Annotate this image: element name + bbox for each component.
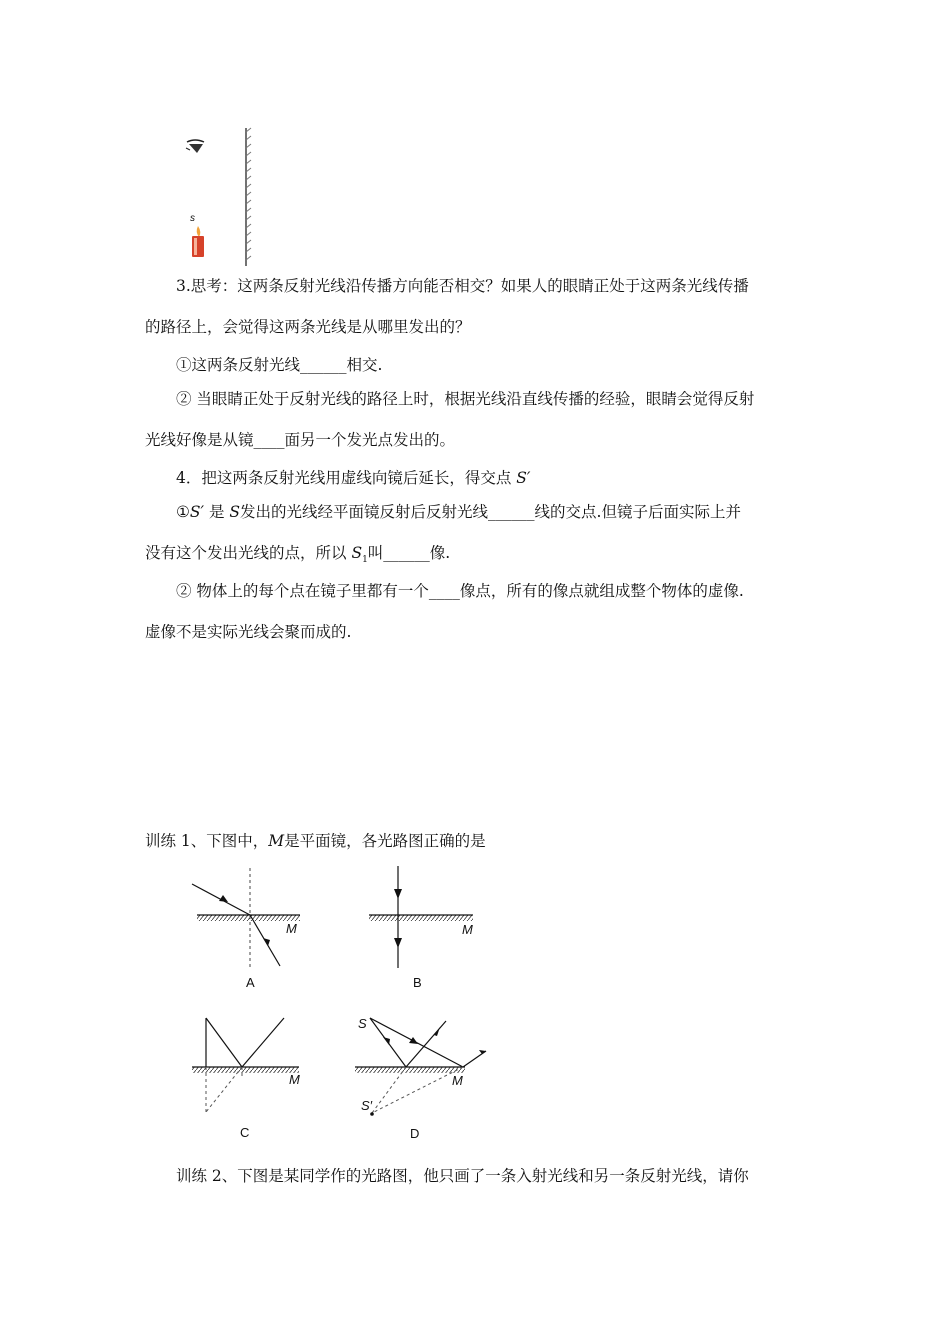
source-label: s	[190, 213, 195, 224]
diagram-a	[192, 868, 300, 970]
q3-line1: 3.思考：这两条反射光线沿传播方向能否相交？如果人的眼睛正处于这两条光线传播	[176, 277, 749, 295]
training1-question: 训练 1、下图中，M是平面镜，各光路图正确的是	[145, 832, 486, 850]
q4-item1-line1: ①S′ 是 S发出的光线经平面镜反射后反射光线______线的交点.但镜子后面实际上并	[176, 503, 741, 521]
diagram-d-mirror-label: M	[452, 1073, 463, 1088]
diagram-c	[192, 1018, 299, 1112]
diagram-d	[355, 1018, 486, 1116]
training2-question: 训练 2、下图是某同学作的光路图，他只画了一条入射光线和另一条反射光线，请你	[176, 1167, 749, 1185]
q4-item2-line2: 虚像不是实际光线会聚而成的.	[145, 623, 352, 641]
diagram-c-mirror-label: M	[289, 1072, 300, 1087]
q3-line2: 的路径上，会觉得这两条光线是从哪里发出的？	[145, 318, 471, 336]
diagram-d-image-label: S′	[361, 1098, 373, 1113]
diagram-b	[369, 866, 473, 968]
option-a-label: A	[246, 975, 255, 990]
option-c-label: C	[240, 1125, 250, 1140]
q4-item1-line2: 没有这个发出光线的点，所以 $S_1$叫______像.	[145, 544, 451, 566]
diagram-b-mirror-label: M	[462, 922, 473, 937]
diagram-d-source-label: S	[358, 1016, 367, 1031]
q3-item1: ①这两条反射光线______相交.	[176, 356, 383, 374]
option-d-label: D	[410, 1126, 420, 1141]
q3-item2-line2: 光线好像是从镜____面另一个发光点发出的。	[145, 431, 456, 449]
q4-item2-line1: ② 物体上的每个点在镜子里都有一个____像点，所有的像点就组成整个物体的虚像.	[176, 582, 744, 600]
option-b-label: B	[413, 975, 422, 990]
q4-line1: 4．把这两条反射光线用虚线向镜后延长，得交点 S′	[176, 469, 531, 487]
diagram-a-mirror-label: M	[286, 921, 297, 936]
q3-item2-line1: ② 当眼睛正处于反射光线的路径上时，根据光线沿直线传播的经验，眼睛会觉得反射	[176, 390, 755, 408]
